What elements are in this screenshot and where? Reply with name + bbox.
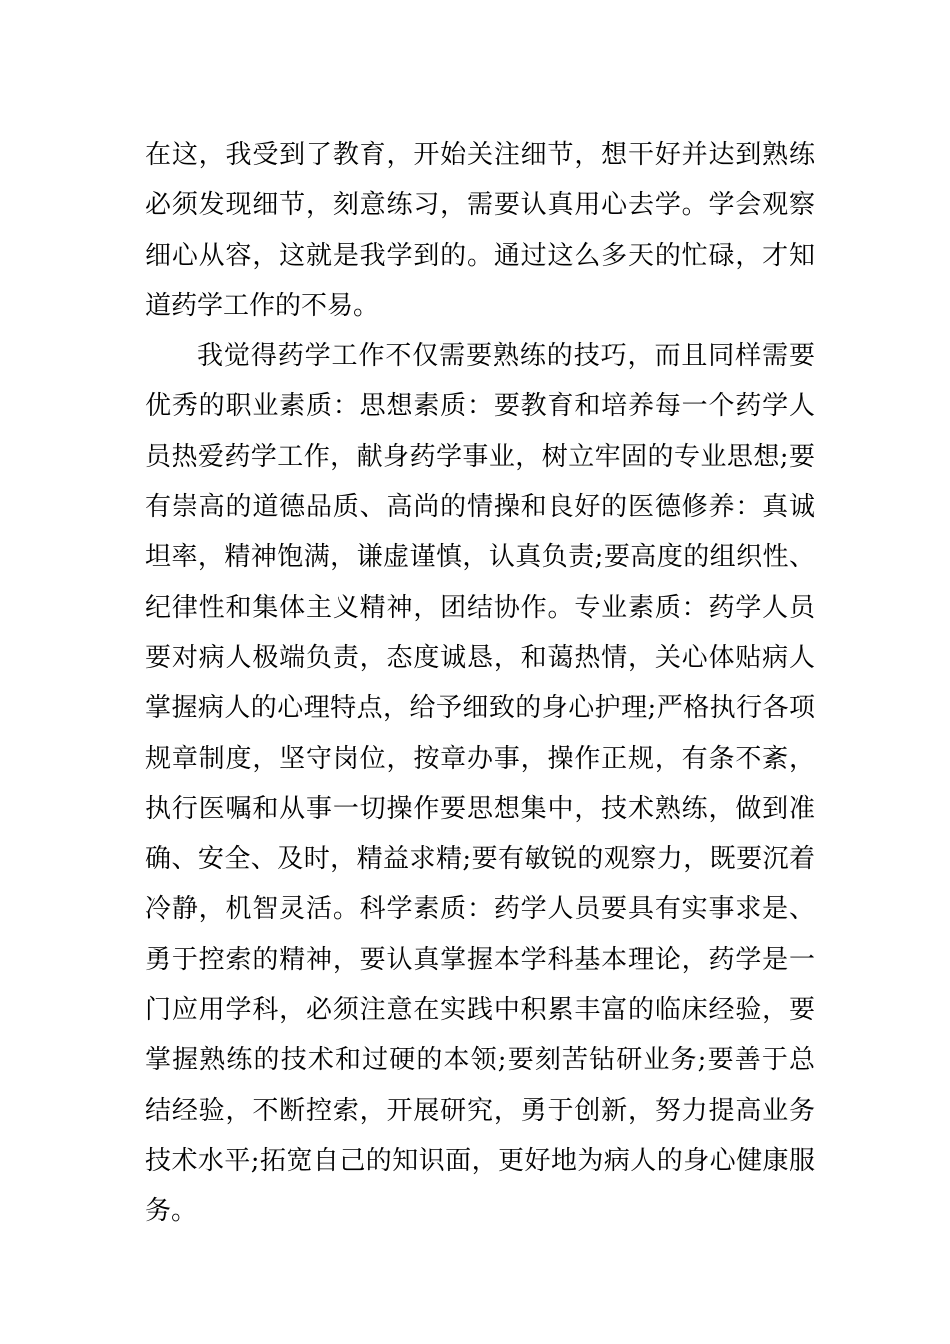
- paragraph-line: 细心从容，这就是我学到的。通过这么多天的忙碌，才知: [145, 240, 815, 271]
- paragraph-line: 有崇高的道德品质、高尚的情操和良好的医德修养：真诚: [145, 492, 815, 523]
- paragraph-line: 结经验，不断控索，开展研究，勇于创新，努力提高业务: [145, 1095, 815, 1126]
- paragraph-line: 务。: [145, 1196, 198, 1227]
- paragraph-2: [145, 331, 815, 1236]
- paragraph-line: 门应用学科，必须注意在实践中积累丰富的临床经验，要: [145, 995, 815, 1026]
- paragraph-line: 冷静，机智灵活。科学素质：药学人员要具有实事求是、: [145, 894, 815, 925]
- paragraph-line: 勇于控索的精神，要认真掌握本学科基本理论，药学是一: [145, 944, 815, 975]
- paragraph-line: 我觉得药学工作不仅需要熟练的技巧，而且同样需要: [197, 341, 815, 372]
- paragraph-line: 执行医嘱和从事一切操作要思想集中，技术熟练，做到准: [145, 793, 815, 824]
- paragraph-line: 在这，我受到了教育，开始关注细节，想干好并达到熟练: [145, 140, 815, 170]
- document-body: [145, 130, 815, 1237]
- paragraph-line: 优秀的职业素质：思想素质：要教育和培养每一个药学人: [145, 391, 815, 422]
- paragraph-line: 掌握病人的心理特点，给予细致的身心护理;严格执行各项: [145, 693, 815, 724]
- paragraph-line: 纪律性和集体主义精神，团结协作。专业素质：药学人员: [145, 592, 815, 623]
- paragraph-line: 规章制度，坚守岗位，按章办事，操作正规，有条不紊，: [145, 743, 815, 774]
- paragraph-1: [145, 130, 815, 331]
- paragraph-line: 道药学工作的不易。: [145, 290, 380, 321]
- paragraph-line: 掌握熟练的技术和过硬的本领;要刻苦钻研业务;要善于总: [145, 1045, 815, 1076]
- paragraph-line: 要对病人极端负责，态度诚恳，和蔼热情，关心体贴病人: [145, 642, 815, 673]
- paragraph-line: 确、安全、及时，精益求精;要有敏锐的观察力，既要沉着: [145, 844, 815, 875]
- paragraph-line: 坦率，精神饱满，谦虚谨慎，认真负责;要高度的组织性、: [145, 542, 815, 573]
- paragraph-line: 员热爱药学工作，献身药学事业，树立牢固的专业思想;要: [145, 441, 815, 472]
- paragraph-line: 必须发现细节，刻意练习，需要认真用心去学。学会观察: [145, 190, 815, 221]
- paragraph-line: 技术水平;拓宽自己的知识面，更好地为病人的身心健康服: [145, 1145, 815, 1176]
